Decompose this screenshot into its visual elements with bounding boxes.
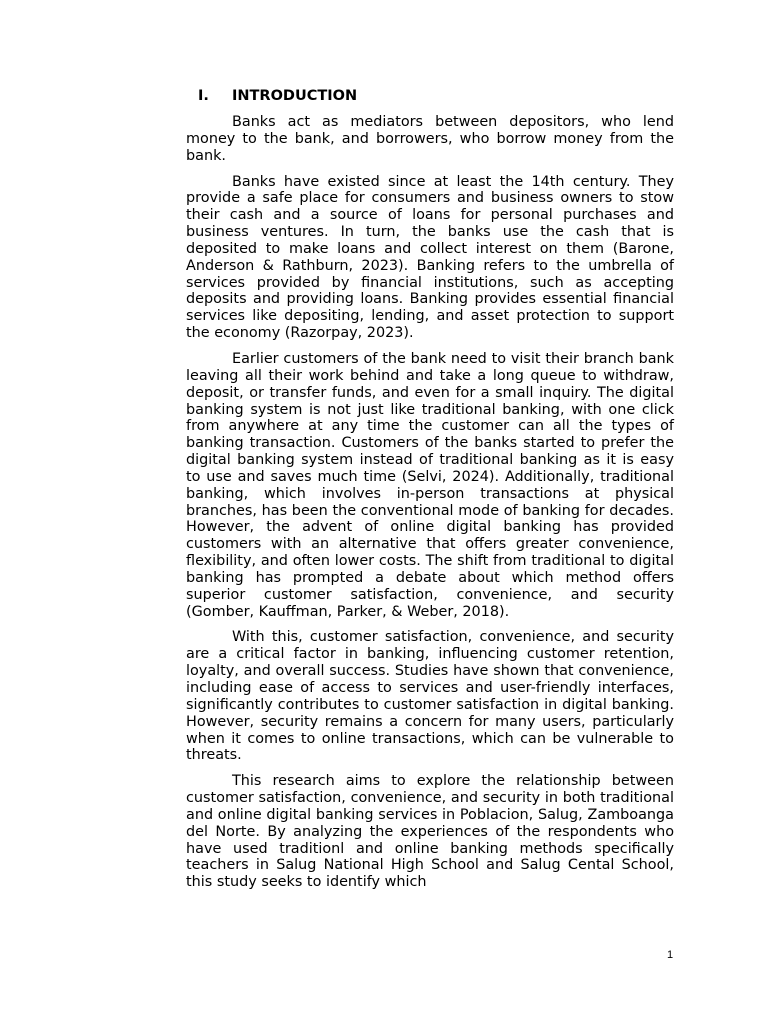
paragraph: With this, customer satisfaction, convenience, and security are a critical factor in banking, influencing customer retention, loyalty, and overall success. Studies have shown that convenience, including ease of access to services and user-friendly interfaces, significantly contributes to customer satisfaction in digital banking. However, security remains a concern for many users, particularly when it comes to online transactions, which can be vulnerable to threats. [186,629,674,764]
paragraph: Earlier customers of the bank need to visit their branch bank leaving all their work behind and take a long queue to withdraw, deposit, or transfer funds, and even for a small inquiry. The digital banking system is not just like traditional banking, with one click from anywhere at any time the customer can all the types of banking transaction. Customers of the banks started to prefer the digital banking system instead of traditional banking as it is easy to use and saves much time (Selvi, 2024). Additionally, traditional banking, which involves in-person transactions at physical branches, has been the conventional mode of banking for decades. However, the advent of online digital banking has provided customers with an alternative that offers greater convenience, flexibility, and often lower costs. The shift from traditional to digital banking has prompted a debate about which method offers superior customer satisfaction, convenience, and security (Gomber, Kauffman, Parker, & Weber, 2018). [186,350,674,620]
paragraph: Banks have existed since at least the 14th century. They provide a safe place for consumers and business owners to stow their cash and a source of loans for personal purchases and business ventures. In turn, the banks use the cash that is deposited to make loans and collect interest on them (Barone, Anderson & Rathburn, 2023). Banking refers to the umbrella of services provided by financial institutions, such as accepting deposits and providing loans. Banking provides essential financial services like depositing, lending, and asset protection to support the economy (Razorpay, 2023). [186,173,674,342]
section-title: INTRODUCTION [232,88,358,104]
page-number: 1 [667,949,674,961]
paragraph: This research aims to explore the relationship between customer satisfaction, convenience, and security in both traditional and online digital banking services in Poblacion, Salug, Zamboanga del Norte. By analyzing the experiences of the respondents who have used traditionl and online banking methods specifically teachers in Salug National High School and Salug Cental School, this study seeks to identify which [186,773,674,891]
body-text [186,114,674,900]
section-number: I. [198,88,209,104]
paragraph: Banks act as mediators between depositors, who lend money to the bank, and borrowers, who borrow money from the bank. [186,114,674,164]
section-heading [198,86,357,106]
